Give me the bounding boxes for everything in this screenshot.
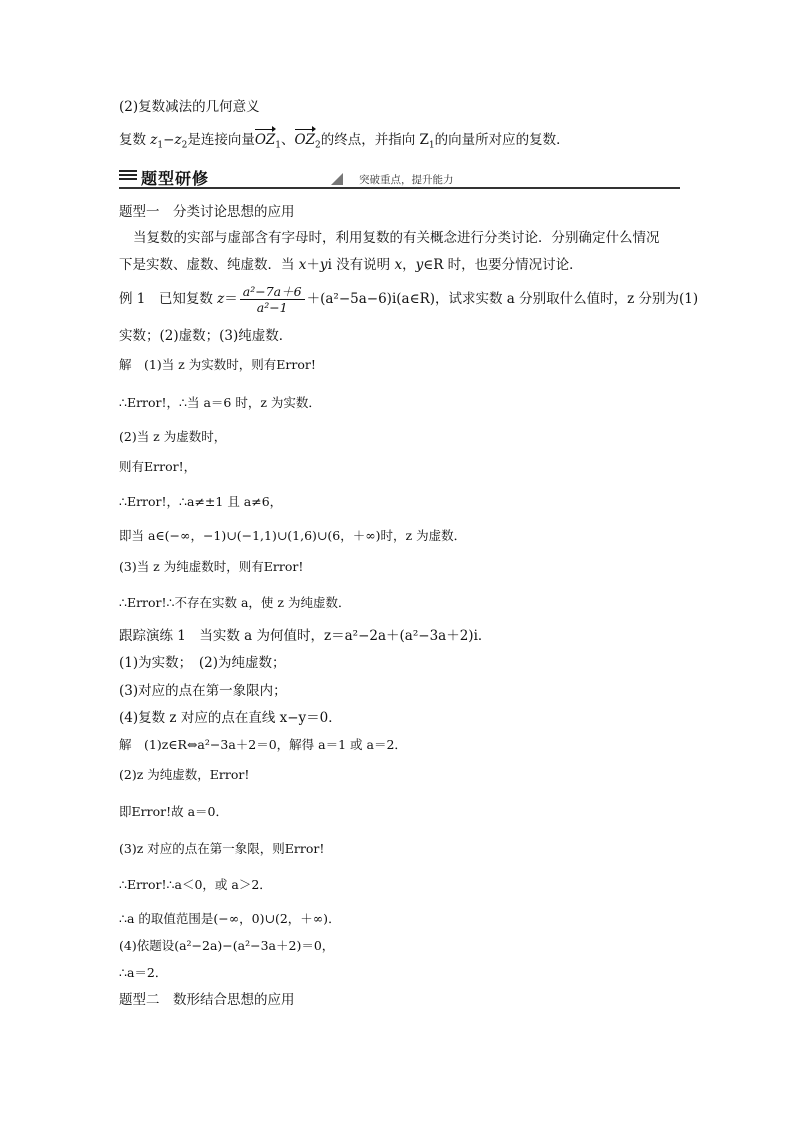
practice1-line1: 跟踪演练 1 当实数 a 为何值时，z＝a²−2a＋(a²−3a＋2)i． [119,628,492,644]
banner-underline [119,187,680,189]
solution1-line4: 则有Error!， [119,459,197,474]
solution1-line5: ∴Error!，∴a≠±1 且 a≠6， [119,494,283,509]
banner-subtitle: 突破重点，提升能力 [359,174,454,186]
type1-title: 题型一 分类讨论思想的应用 [119,204,295,220]
solution1-line8: ∴Error!∴不存在实数 a，使 z 为纯虚数． [119,595,351,610]
banner-title: 题型研修 [141,169,210,188]
example1-line2: 实数；(2)虚数；(3)纯虚数． [119,328,293,344]
subtraction-geometry-statement: 复数 $z_1-z_2$是连接向量$OZ_1$、$OZ_2$的终点，并指向 $Z_1$的向量所对应的复数． [119,132,570,151]
solution1-line6: 即当 a∈(−∞，−1)∪(−1,1)∪(1,6)∪(6，＋∞)时，z 为虚数． [119,528,467,543]
solution2-line3: 即Error!故 a＝0． [119,804,228,819]
solution2-line6: ∴a 的取值范围是(−∞，0)∪(2，＋∞)． [119,911,341,926]
example1-fraction: $\frac{\text{a²−7a＋6}}{\text{a²−1}}$ [240,284,305,315]
type2-title: 题型二 数形结合思想的应用 [119,992,295,1008]
vector-oz2: OZ [294,132,315,148]
stripes-icon [119,170,137,185]
vector-oz1: OZ [254,132,276,148]
practice1-line3: (3)对应的点在第一象限内； [119,683,287,699]
section-banner [119,165,680,189]
practice1-line4: (4)复数 z 对应的点在直线 x−y＝0． [119,710,342,726]
solution2-line8: ∴a＝2． [119,965,168,980]
solution2-line7: (4)依题设(a²−2a)−(a²−3a＋2)＝0， [119,938,335,953]
solution1-line3: (2)当 z 为虚数时， [119,429,227,444]
solution1-line2: ∴Error!，∴当 a＝6 时，z 为实数． [119,395,321,410]
solution1-line1: 解 (1)当 z 为实数时，则有Error! [119,357,316,372]
type1-paragraph-line2: 下是实数、虚数、纯虚数．当 x＋yi 没有说明 x，y∈R 时，也要分情况讨论． [119,257,583,273]
solution2-line4: (3)z 对应的点在第一象限，则Error! [119,841,325,856]
solution1-line7: (3)当 z 为纯虚数时，则有Error! [119,559,304,574]
practice1-line2: (1)为实数； (2)为纯虚数； [119,655,286,671]
triangle-icon [331,173,343,185]
solution2-line5: ∴Error!∴a＜0，或 a＞2． [119,877,272,892]
solution2-line1: 解 (1)z∈R⇔a²−3a＋2＝0，解得 a＝1 或 a＝2． [119,737,407,752]
subsection-heading: (2)复数减法的几何意义 [119,99,260,115]
type1-paragraph-line1: 当复数的实部与虚部含有字母时，利用复数的有关概念进行分类讨论．分别确定什么情况 [133,230,660,246]
solution2-line2: (2)z 为纯虚数，Error! [119,767,250,782]
example1-line1: 例 1 已知复数 z＝ $\frac{\text{a²−7a＋6}}{\text{a²−1}}$ ＋(a²−5a−6)i(a∈R)，试求实数 a 分别取什么值时，z 分别为(1) [119,284,699,315]
